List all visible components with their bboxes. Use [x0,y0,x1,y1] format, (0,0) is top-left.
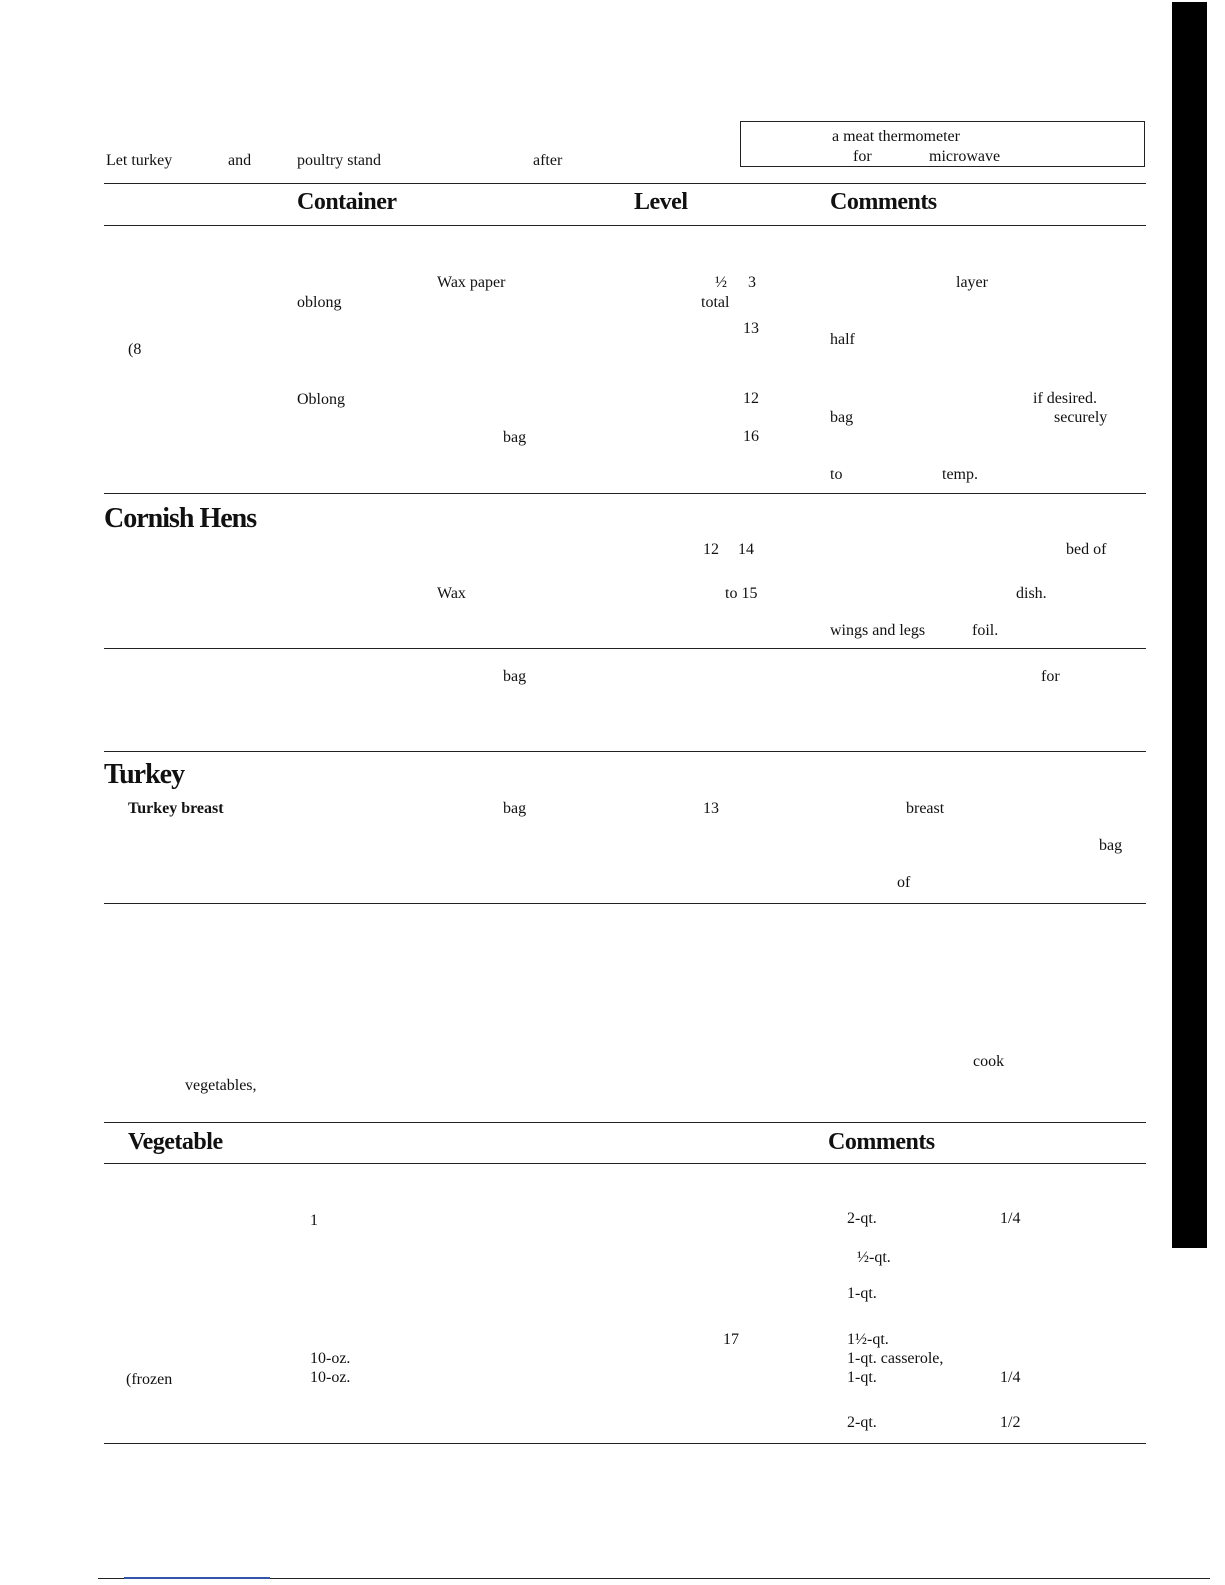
cell-text: 13 [703,800,719,817]
cell-text: 1/4 [1000,1369,1021,1386]
cell-text: total [701,294,730,311]
cell-text: ½-qt. [857,1249,891,1266]
cell-text: 2-qt. [847,1210,877,1227]
page-bottom-accent [124,1577,270,1579]
cell-text: 17 [723,1331,739,1348]
cell-text: if desired. [1033,390,1097,407]
cell-text: 14 [738,541,754,558]
table-rule [104,225,1146,226]
cell-text: for [1041,668,1060,685]
intro-word: poultry stand [297,152,381,169]
cell-text: securely [1054,409,1108,426]
cell-text: 13 [743,320,759,337]
table-rule [104,648,1146,649]
cell-text: dish. [1016,585,1047,602]
cell-text: to [830,466,843,483]
row-label-turkey-breast: Turkey breast [128,800,224,817]
cell-text: bag [503,800,527,817]
cell-text: 1½-qt. [847,1331,889,1348]
page-edge-tab [1172,2,1207,1248]
cell-text: ½ [715,274,727,291]
cell-text: 1-qt. [847,1285,877,1302]
cell-text: 10-oz. [310,1350,351,1367]
cell-text: 10-oz. [310,1369,351,1386]
cell-text: 16 [743,428,759,445]
cell-text: to 15 [725,585,758,602]
table-rule [104,493,1146,494]
cell-text: bag [1099,837,1123,854]
cell-text: 1-qt. [847,1369,877,1386]
cell-text: 3 [748,274,756,291]
cell-text: of [897,874,911,891]
notice-line: microwave [929,148,1001,165]
cell-text: Wax paper [437,274,506,291]
header-comments: Comments [830,189,937,215]
cell-text: Oblong [297,391,345,408]
section-title-cornish-hens: Cornish Hens [104,503,257,534]
cell-text: breast [906,800,945,817]
table-rule [104,1163,1146,1164]
cell-text: foil. [972,622,999,639]
table-rule [104,903,1146,904]
cell-text: 1/2 [1000,1414,1021,1431]
cell-text: bed of [1066,541,1107,558]
cell-text: bag [503,668,527,685]
header-level: Level [634,189,688,215]
table-rule [104,1122,1146,1123]
cell-text: half [830,331,855,348]
cell-text: 12 [703,541,719,558]
cell-text: wings and legs [830,622,926,639]
header-vegetable: Vegetable [128,1129,223,1155]
intro-word: and [228,152,252,169]
cell-text: 1 [310,1212,318,1229]
cell-text: 12 [743,390,759,407]
cell-text: bag [503,429,527,446]
cell-text: 1/4 [1000,1210,1021,1227]
intro-word: Let turkey [106,152,173,169]
notice-line: for [853,148,872,165]
notice-line: a meat thermometer [832,128,960,145]
cell-text: oblong [297,294,342,311]
cell-text: bag [830,409,854,426]
cell-text: Wax [437,585,466,602]
header-comments: Comments [828,1129,935,1155]
cell-text: 2-qt. [847,1414,877,1431]
cell-text: temp. [942,466,978,483]
header-container: Container [297,189,397,215]
cell-text: 1-qt. casserole, [847,1350,944,1367]
cell-text: (frozen [126,1371,173,1388]
intro-word: vegetables, [185,1077,257,1094]
table-rule [104,751,1146,752]
table-rule [104,183,1146,184]
cell-text: (8 [128,341,142,358]
section-title-turkey: Turkey [104,759,185,790]
table-rule [104,1443,1146,1444]
intro-word: cook [973,1053,1005,1070]
cell-text: layer [956,274,988,291]
intro-word: after [533,152,563,169]
